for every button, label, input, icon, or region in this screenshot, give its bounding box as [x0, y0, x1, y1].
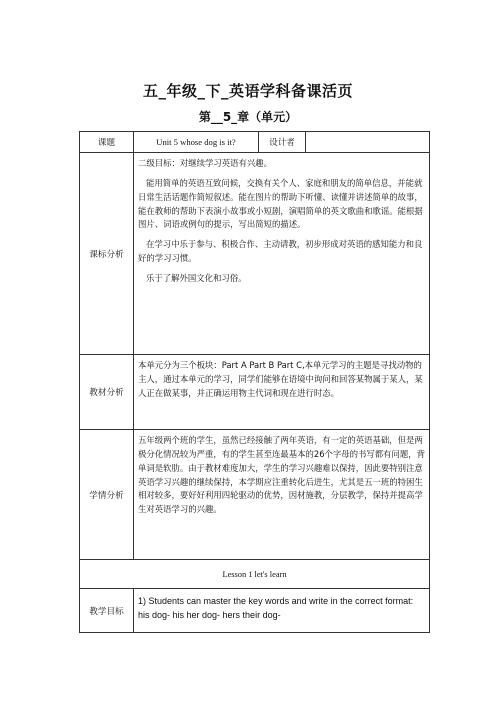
- designer-value: [306, 132, 430, 153]
- curriculum-paragraph: 能用简单的英语互致问候，交换有关个人、家庭和朋友的简单信息，并能就日常生活话题作简短叙述。能在图片的帮助下听懂、读懂并讲述简单的故事，能在教师的帮助下表演小故事或小短剧，演唱简单的英文歌曲和歌谣。能根据图片、词语或例句的提示，写出简短的描述。: [138, 177, 423, 230]
- textbook-content: 本单元分为三个板块：Part A Part B Part C,本单元学习的主题是寻找动物的主人，通过本单元的学习，同学们能够在语境中询问和回答某物属于某人，某人正在做某事，并正确运用物主代词和现在进行时态。: [134, 355, 430, 430]
- page-title: 五_年级_下_英语学科备课活页: [142, 82, 353, 100]
- lesson-title: Lesson 1 let's learn: [80, 560, 430, 589]
- textbook-label: 教材分析: [80, 355, 134, 430]
- students-content: 五年级两个班的学生，虽然已经接触了两年英语，有一定的英语基础，但是两极分化情况较为严重，有的学生甚至连最基本的26个字母的书写都有问题，背单词是软肋。由于教材难度加大，学生的学习兴趣难以保持，因此要特别注意英语学习兴趣的继续保持，本学期应注重转化后进生，尤其是五一班的特困生相对较多，要好好利用四轮驱动的优势，因材施教，分层教学，保持并提高学生对英语学习的兴趣。: [134, 430, 430, 560]
- curriculum-label: 课标分析: [80, 153, 134, 355]
- topic-value: Unit 5 whose dog is it?: [134, 132, 259, 153]
- unit-subtitle: 第__5_章（单元）: [198, 110, 298, 124]
- students-row: [80, 430, 430, 560]
- curriculum-paragraph: 乐于了解外国文化和习俗。: [146, 273, 247, 284]
- topic-label: 课题: [80, 132, 134, 153]
- students-label: 学情分析: [80, 430, 134, 560]
- topic-row: [80, 132, 430, 153]
- goals-row: [80, 589, 430, 633]
- curriculum-paragraph: 二级目标：对继续学习英语有兴趣。: [138, 158, 272, 168]
- lesson-row: [80, 560, 430, 589]
- goals-label: 教学目标: [80, 589, 134, 633]
- curriculum-content: [134, 153, 430, 355]
- goals-content: 1) Students can master the key words and write in the correct format: his dog- his her dog- hers their dog-: [134, 589, 430, 633]
- lesson-plan-table: [79, 131, 430, 633]
- designer-label: 设计者: [259, 132, 306, 153]
- curriculum-row: [80, 153, 430, 355]
- curriculum-paragraph: 在学习中乐于参与、积极合作、主动请教，初步形成对英语的感知能力和良好的学习习惯。: [138, 239, 423, 264]
- textbook-row: [80, 355, 430, 430]
